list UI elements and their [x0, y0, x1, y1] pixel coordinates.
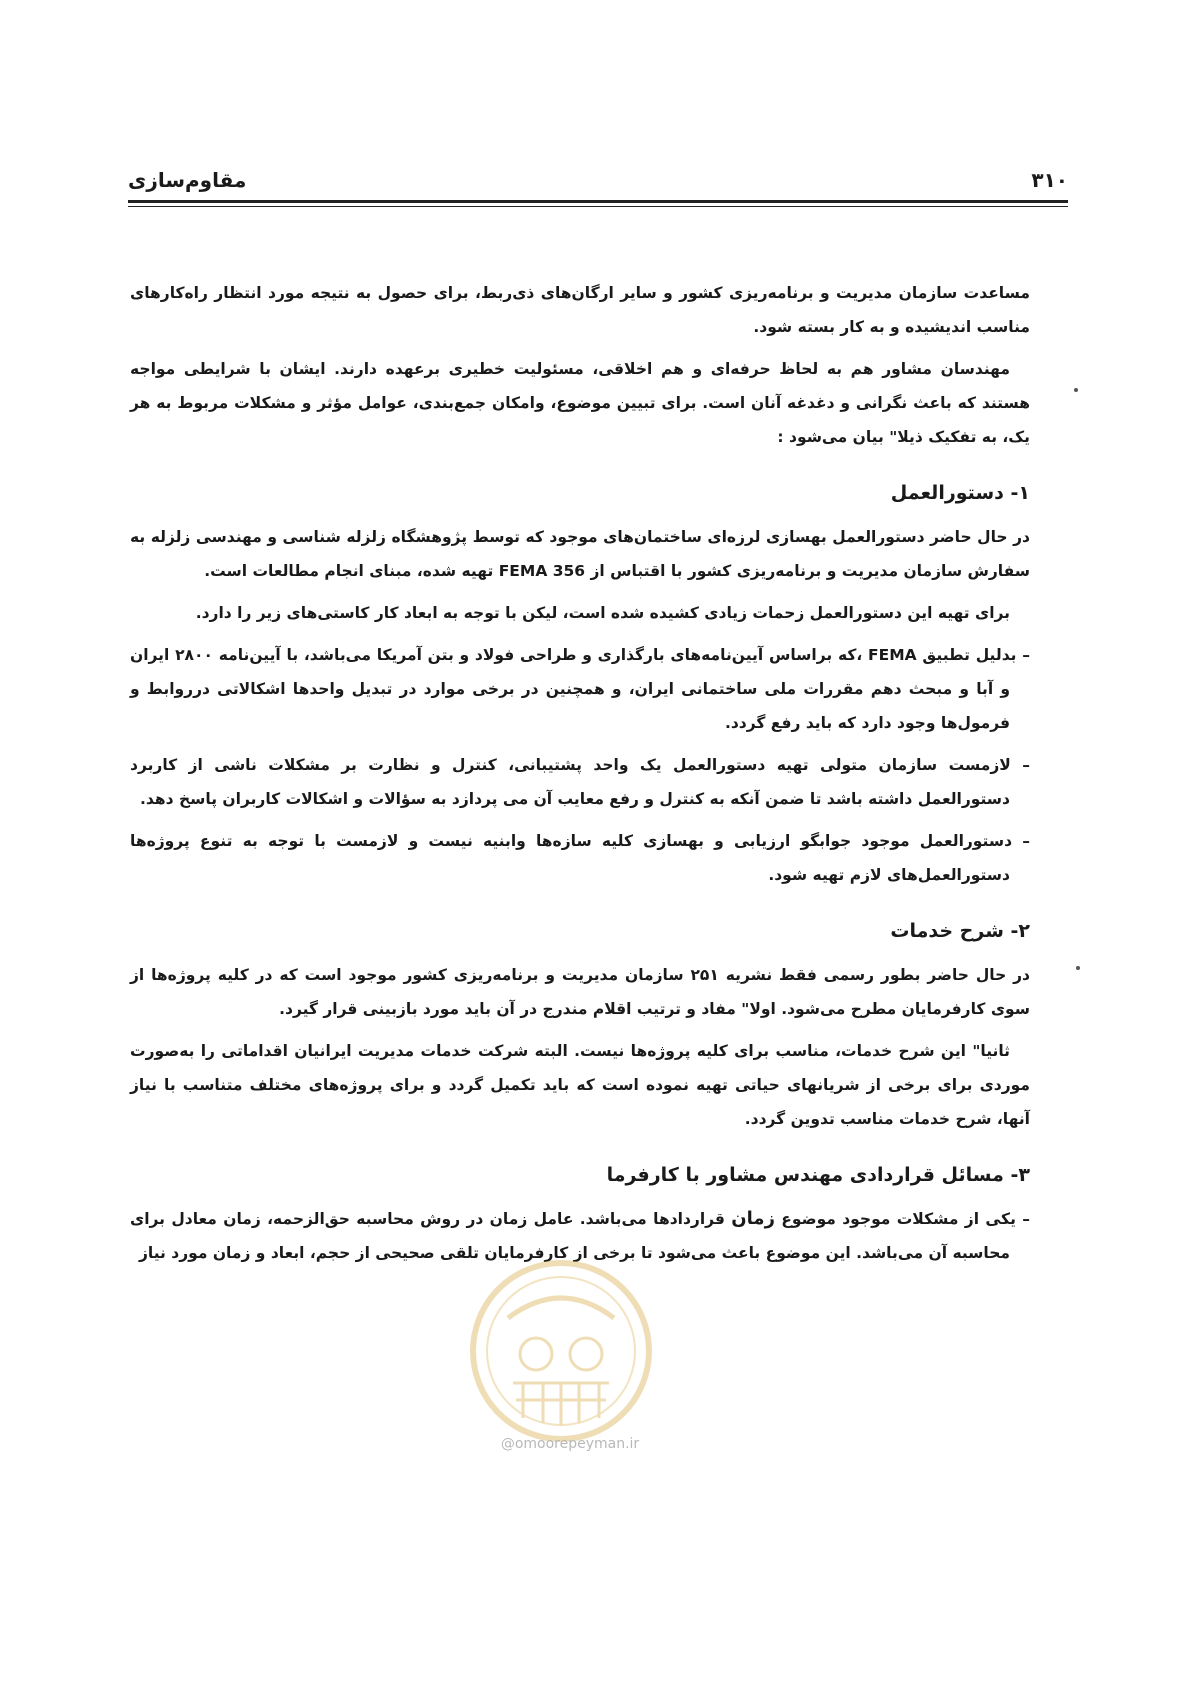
- section3-bullet-rest: قراردادها می‌باشد. عامل زمان در روش محاسبه حق‌الزحمه، زمان معادل برای محاسبه آن می‌باشد. این موضوع باعث می‌شود تا برخی از کارفرمایان تلقی صحیحی از حجم، ابعاد و زمان مورد نیاز: [130, 1210, 1010, 1262]
- page-number: ۳۱۰: [1031, 168, 1068, 192]
- section1-paragraph-2: برای تهیه این دستورالعمل زحمات زیادی کشیده شده است، لیکن با توجه به ابعاد کار کاستی‌های زیر را دارد.: [195, 604, 1010, 622]
- margin-dot: [1076, 966, 1080, 970]
- section1-bullet-2: – لازمست سازمان متولی تهیه دستورالعمل یک واحد پشتیبانی، کنترل و نظارت بر مشکلات ناشی از کاربرد دستورالعمل داشته باشد تا ضمن آنکه به کنترل و رفع معایب آن می پردازد به سؤالات و اشکالات کاربران پاسخ دهد.: [130, 756, 1030, 808]
- section3-bullet-prefix: – یکی از مشکلات موجود موضوع: [774, 1210, 1030, 1228]
- watermark-site: @omoorepeyman.ir: [500, 1436, 640, 1452]
- section1-bullet-3: – دستورالعمل موجود جوابگو ارزیابی و بهسازی کلیه سازه‌ها وابنیه نیست و لازمست با توجه به تنوع پروژه‌ها دستورالعمل‌های لازم تهیه شود.: [130, 832, 1030, 884]
- section2-paragraph-2: ثانیا" این شرح خدمات، مناسب برای کلیه پروژه‌ها نیست. البته شرکت خدمات مدیریت ایرانیان اقداماتی را به‌صورت موردی برای برخی از شریانهای حیاتی تهیه نموده است که باید تکمیل گردد و برای پروژه‌های مختلف متناسب با نیاز آنها، شرح خدمات مناسب تدوین گردد.: [130, 1042, 1030, 1128]
- header-rule-thin: [128, 206, 1068, 207]
- section-heading-services: ۲- شرح خدمات: [890, 920, 1030, 942]
- body-text: [130, 276, 1030, 1278]
- margin-dot: [1074, 388, 1078, 392]
- section-heading-contract: ۳- مسائل قراردادی مهندس مشاور با کارفرما: [606, 1164, 1030, 1186]
- paragraph-intro-1: مساعدت سازمان مدیریت و برنامه‌ریزی کشور و سایر ارگان‌های ذی‌ربط، برای حصول به نتیجه مورد انتظار راه‌کارهای مناسب اندیشیده و به کار بسته شود.: [130, 284, 1030, 336]
- running-title: مقاوم‌سازی: [128, 168, 247, 192]
- header-rule: [128, 200, 1068, 203]
- section2-paragraph-1: در حال حاضر بطور رسمی فقط نشریه ۲۵۱ سازمان مدیریت و برنامه‌ریزی کشور موجود است که در کلیه پروژه‌ها از سوی کارفرمایان مطرح می‌شود. اولا" مفاد و ترتیب اقلام مندرج در آن باید مورد بازبینی قرار گیرد.: [130, 966, 1030, 1018]
- watermark-seal-icon: [468, 1258, 654, 1444]
- section-heading-instruction: ۱- دستورالعمل: [890, 482, 1030, 504]
- page-header: [128, 168, 1068, 200]
- section3-bullet-emphasis: زمان: [731, 1208, 775, 1229]
- paragraph-intro-2: مهندسان مشاور هم به لحاظ حرفه‌ای و هم اخلاقی، مسئولیت خطیری برعهده دارند. ایشان با شرایطی مواجه هستند که باعث نگرانی و دغدغه آنان است. برای تبیین موضوع، وامکان جمع‌بندی، عوامل مؤثر و مشکلات مربوط به هر یک، به تفکیک ذیلا" بیان می‌شود :: [130, 360, 1030, 446]
- section1-bullet-1: – بدلیل تطبیق FEMA ،که براساس آیین‌نامه‌های بارگذاری و طراحی فولاد و بتن آمریکا می‌باشد، با آیین‌نامه ۲۸۰۰ ایران و آبا و مبحث دهم مقررات ملی ساختمانی ایران، و همچنین در برخی موارد در تبدیل واحدها اشکالاتی درروابط و فرمول‌ها وجود دارد که باید رفع گردد.: [130, 646, 1030, 732]
- section1-paragraph-1: در حال حاضر دستورالعمل بهسازی لرزه‌ای ساختمان‌های موجود که توسط پژوهشگاه زلزله شناسی و مهندسی زلزله به سفارش سازمان مدیریت و برنامه‌ریزی کشور با اقتباس از FEMA 356 تهیه شده، مبنای انجام مطالعات است.: [130, 528, 1030, 580]
